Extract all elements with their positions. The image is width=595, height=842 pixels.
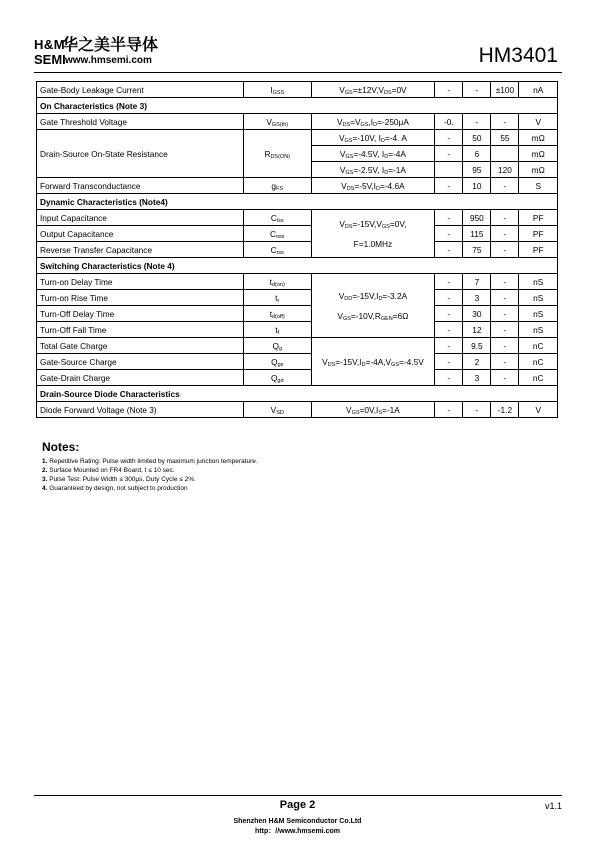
- section-row: [37, 258, 558, 274]
- typ-cell: 7: [463, 274, 491, 290]
- max-cell: -: [491, 114, 519, 130]
- min-cell: -: [435, 274, 463, 290]
- table-row: [37, 290, 558, 306]
- condition-cell: $V_{DS}=-5V,I_D=-4.6A$: [311, 178, 435, 194]
- param-cell: Gate-Source Charge: [37, 354, 244, 370]
- unit-cell: mΩ: [519, 130, 558, 146]
- param-cell: Total Gate Charge: [37, 338, 244, 354]
- max-cell: -1.2: [491, 402, 519, 418]
- param-cell: Turn-on Rise Time: [37, 290, 244, 306]
- unit-cell: nS: [519, 322, 558, 338]
- symbol-cell: $t_{d(on)}$: [243, 274, 311, 290]
- symbol-cell: $I_{GSS}$: [243, 82, 311, 98]
- min-cell: -: [435, 402, 463, 418]
- table-row: [37, 306, 558, 322]
- condition-cell: $V_{DD}=-15V,I_D=-3.2A$ $V_{GS}=-10V,R_{GEN}=6\Omega$: [311, 274, 435, 338]
- param-cell: Drain-Source On-State Resistance: [37, 130, 244, 178]
- typ-cell: 10: [463, 178, 491, 194]
- logo-url: www.hmsemi.com: [65, 55, 152, 66]
- typ-cell: -: [463, 82, 491, 98]
- typ-cell: 95: [463, 162, 491, 178]
- param-cell: Gate-Body Leakage Current: [37, 82, 244, 98]
- symbol-cell: $C_{lss}$: [243, 210, 311, 226]
- symbol-cell: $t_f$: [243, 322, 311, 338]
- param-cell: Forward Transconductance: [37, 178, 244, 194]
- note-item: 2. Surface Mounted on FR4 Board, t ≤ 10 sec.: [42, 467, 175, 474]
- typ-cell: 75: [463, 242, 491, 258]
- note-item: 1. Repetitive Rating: Pulse width limited by maximum junction temperature.: [42, 458, 258, 465]
- section-title: Drain-Source Diode Characteristics: [37, 386, 558, 402]
- max-cell: -: [491, 322, 519, 338]
- min-cell: -: [435, 354, 463, 370]
- symbol-cell: $V_{GS(th)}$: [243, 114, 311, 130]
- min-cell: -: [435, 338, 463, 354]
- unit-cell: V: [519, 402, 558, 418]
- typ-cell: 50: [463, 130, 491, 146]
- min-cell: -: [435, 146, 463, 162]
- condition-cell: $V_{GS}=-2.5V$, $I_D=-1A$: [311, 162, 435, 178]
- page-number: Page 2: [279, 799, 316, 811]
- note-item: 4. Guaranteed by design, not subject to production: [42, 485, 188, 492]
- table-row: [37, 274, 558, 290]
- table-row: [37, 114, 558, 130]
- symbol-cell: $Q_{gs}$: [243, 354, 311, 370]
- param-cell: Input Capacitance: [37, 210, 244, 226]
- table-row: [37, 130, 558, 146]
- max-cell: -: [491, 274, 519, 290]
- typ-cell: 2: [463, 354, 491, 370]
- max-cell: -: [491, 210, 519, 226]
- symbol-cell: $Q_g$: [243, 338, 311, 354]
- unit-cell: V: [519, 114, 558, 130]
- typ-cell: 3: [463, 370, 491, 386]
- website-url: http：//www.hmsemi.com: [255, 828, 340, 835]
- section-title: Switching Characteristics (Note 4): [37, 258, 558, 274]
- company-name: Shenzhen H&M Semiconductor Co.Ltd: [233, 818, 362, 825]
- notes-section: [42, 440, 258, 493]
- unit-cell: PF: [519, 242, 558, 258]
- section-row: [37, 386, 558, 402]
- max-cell: -: [491, 370, 519, 386]
- max-cell: ±100: [491, 82, 519, 98]
- max-cell: [491, 146, 519, 162]
- condition-cell: $V_{DS}=-15V,I_D=-4A,V_{GS}=-4.5V$: [311, 338, 435, 386]
- table-row: [37, 354, 558, 370]
- unit-cell: nA: [519, 82, 558, 98]
- symbol-cell: $Q_{gd}$: [243, 370, 311, 386]
- min-cell: -0.: [435, 114, 463, 130]
- symbol-cell: $C_{oss}$: [243, 226, 311, 242]
- table-row: [37, 242, 558, 258]
- condition-cell: $V_{GS}=\pm 12V,V_{DS}=0V$: [311, 82, 435, 98]
- table-row: [37, 210, 558, 226]
- notes-title: Notes:: [42, 440, 80, 454]
- table-row: [37, 338, 558, 354]
- param-cell: Turn-on Delay Time: [37, 274, 244, 290]
- typ-cell: 3: [463, 290, 491, 306]
- param-cell: Gate Threshold Voltage: [37, 114, 244, 130]
- min-cell: -: [435, 226, 463, 242]
- section-row: [37, 194, 558, 210]
- unit-cell: nS: [519, 306, 558, 322]
- min-cell: -: [435, 130, 463, 146]
- unit-cell: nS: [519, 274, 558, 290]
- condition-cell: $V_{DS}=-15V,V_{GS}=0V$, F=1.0MHz: [311, 210, 435, 258]
- logo-hm-text: H&M: [34, 37, 66, 52]
- param-cell: Reverse Transfer Capacitance: [37, 242, 244, 258]
- logo-semi-text: SEMI: [34, 52, 66, 67]
- section-title: Dynamic Characteristics (Note4): [37, 194, 558, 210]
- param-cell: Output Capacitance: [37, 226, 244, 242]
- table-row: [37, 226, 558, 242]
- unit-cell: mΩ: [519, 146, 558, 162]
- min-cell: -: [435, 370, 463, 386]
- min-cell: -: [435, 82, 463, 98]
- typ-cell: 30: [463, 306, 491, 322]
- max-cell: -: [491, 338, 519, 354]
- min-cell: -: [435, 210, 463, 226]
- symbol-cell: $V_{SD}$: [243, 402, 311, 418]
- symbol-cell: $R_{DS(ON)}$: [243, 130, 311, 178]
- min-cell: -: [435, 242, 463, 258]
- condition-cell: $V_{GS}=0V,I_S=-1A$: [311, 402, 435, 418]
- version-label: v1.1: [544, 801, 562, 811]
- section-row: [37, 98, 558, 114]
- note-item: 3. Pulse Test: Pulse Width ≤ 300μs, Duty Cycle ≤ 2%.: [42, 476, 196, 483]
- typ-cell: 115: [463, 226, 491, 242]
- part-number: HM3401: [478, 44, 558, 67]
- min-cell: [435, 162, 463, 178]
- table-row: [37, 322, 558, 338]
- unit-cell: S: [519, 178, 558, 194]
- table-row: [37, 402, 558, 418]
- max-cell: -: [491, 306, 519, 322]
- table-row: [37, 82, 558, 98]
- typ-cell: -: [463, 402, 491, 418]
- max-cell: -: [491, 354, 519, 370]
- symbol-cell: $t_{d(off)}$: [243, 306, 311, 322]
- page-header: [34, 36, 562, 72]
- param-cell: Turn-Off Fall Time: [37, 322, 244, 338]
- unit-cell: mΩ: [519, 162, 558, 178]
- min-cell: -: [435, 290, 463, 306]
- electrical-characteristics-table: [36, 81, 558, 418]
- min-cell: -: [435, 322, 463, 338]
- condition-cell: $V_{DS}=V_{GS},I_D=-250\mu A$: [311, 114, 435, 130]
- max-cell: 55: [491, 130, 519, 146]
- unit-cell: nC: [519, 338, 558, 354]
- max-cell: -: [491, 178, 519, 194]
- symbol-cell: $C_{rss}$: [243, 242, 311, 258]
- condition-cell: $V_{GS}=-4.5V$, $I_D=-4A$: [311, 146, 435, 162]
- typ-cell: 12: [463, 322, 491, 338]
- max-cell: -: [491, 226, 519, 242]
- max-cell: -: [491, 242, 519, 258]
- unit-cell: nS: [519, 290, 558, 306]
- header-rule: [34, 72, 562, 73]
- symbol-cell: $t_r$: [243, 290, 311, 306]
- unit-cell: PF: [519, 226, 558, 242]
- param-cell: Gate-Drain Charge: [37, 370, 244, 386]
- min-cell: -: [435, 306, 463, 322]
- param-cell: Diode Forward Voltage (Note 3): [37, 402, 244, 418]
- section-title: On Characteristics (Note 3): [37, 98, 558, 114]
- typ-cell: 6: [463, 146, 491, 162]
- symbol-cell: $g_{FS}$: [243, 178, 311, 194]
- footer-rule: [34, 795, 562, 796]
- max-cell: 120: [491, 162, 519, 178]
- unit-cell: PF: [519, 210, 558, 226]
- min-cell: -: [435, 178, 463, 194]
- typ-cell: 950: [463, 210, 491, 226]
- typ-cell: 9.5: [463, 338, 491, 354]
- logo-chinese-name: 华之美半导体: [62, 35, 159, 54]
- condition-cell: $V_{GS}=-10V$, $I_D=-4$. A: [311, 130, 435, 146]
- unit-cell: nC: [519, 370, 558, 386]
- table-row: [37, 178, 558, 194]
- typ-cell: -: [463, 114, 491, 130]
- max-cell: -: [491, 290, 519, 306]
- unit-cell: nC: [519, 354, 558, 370]
- table-row: [37, 370, 558, 386]
- param-cell: Turn-Off Delay Time: [37, 306, 244, 322]
